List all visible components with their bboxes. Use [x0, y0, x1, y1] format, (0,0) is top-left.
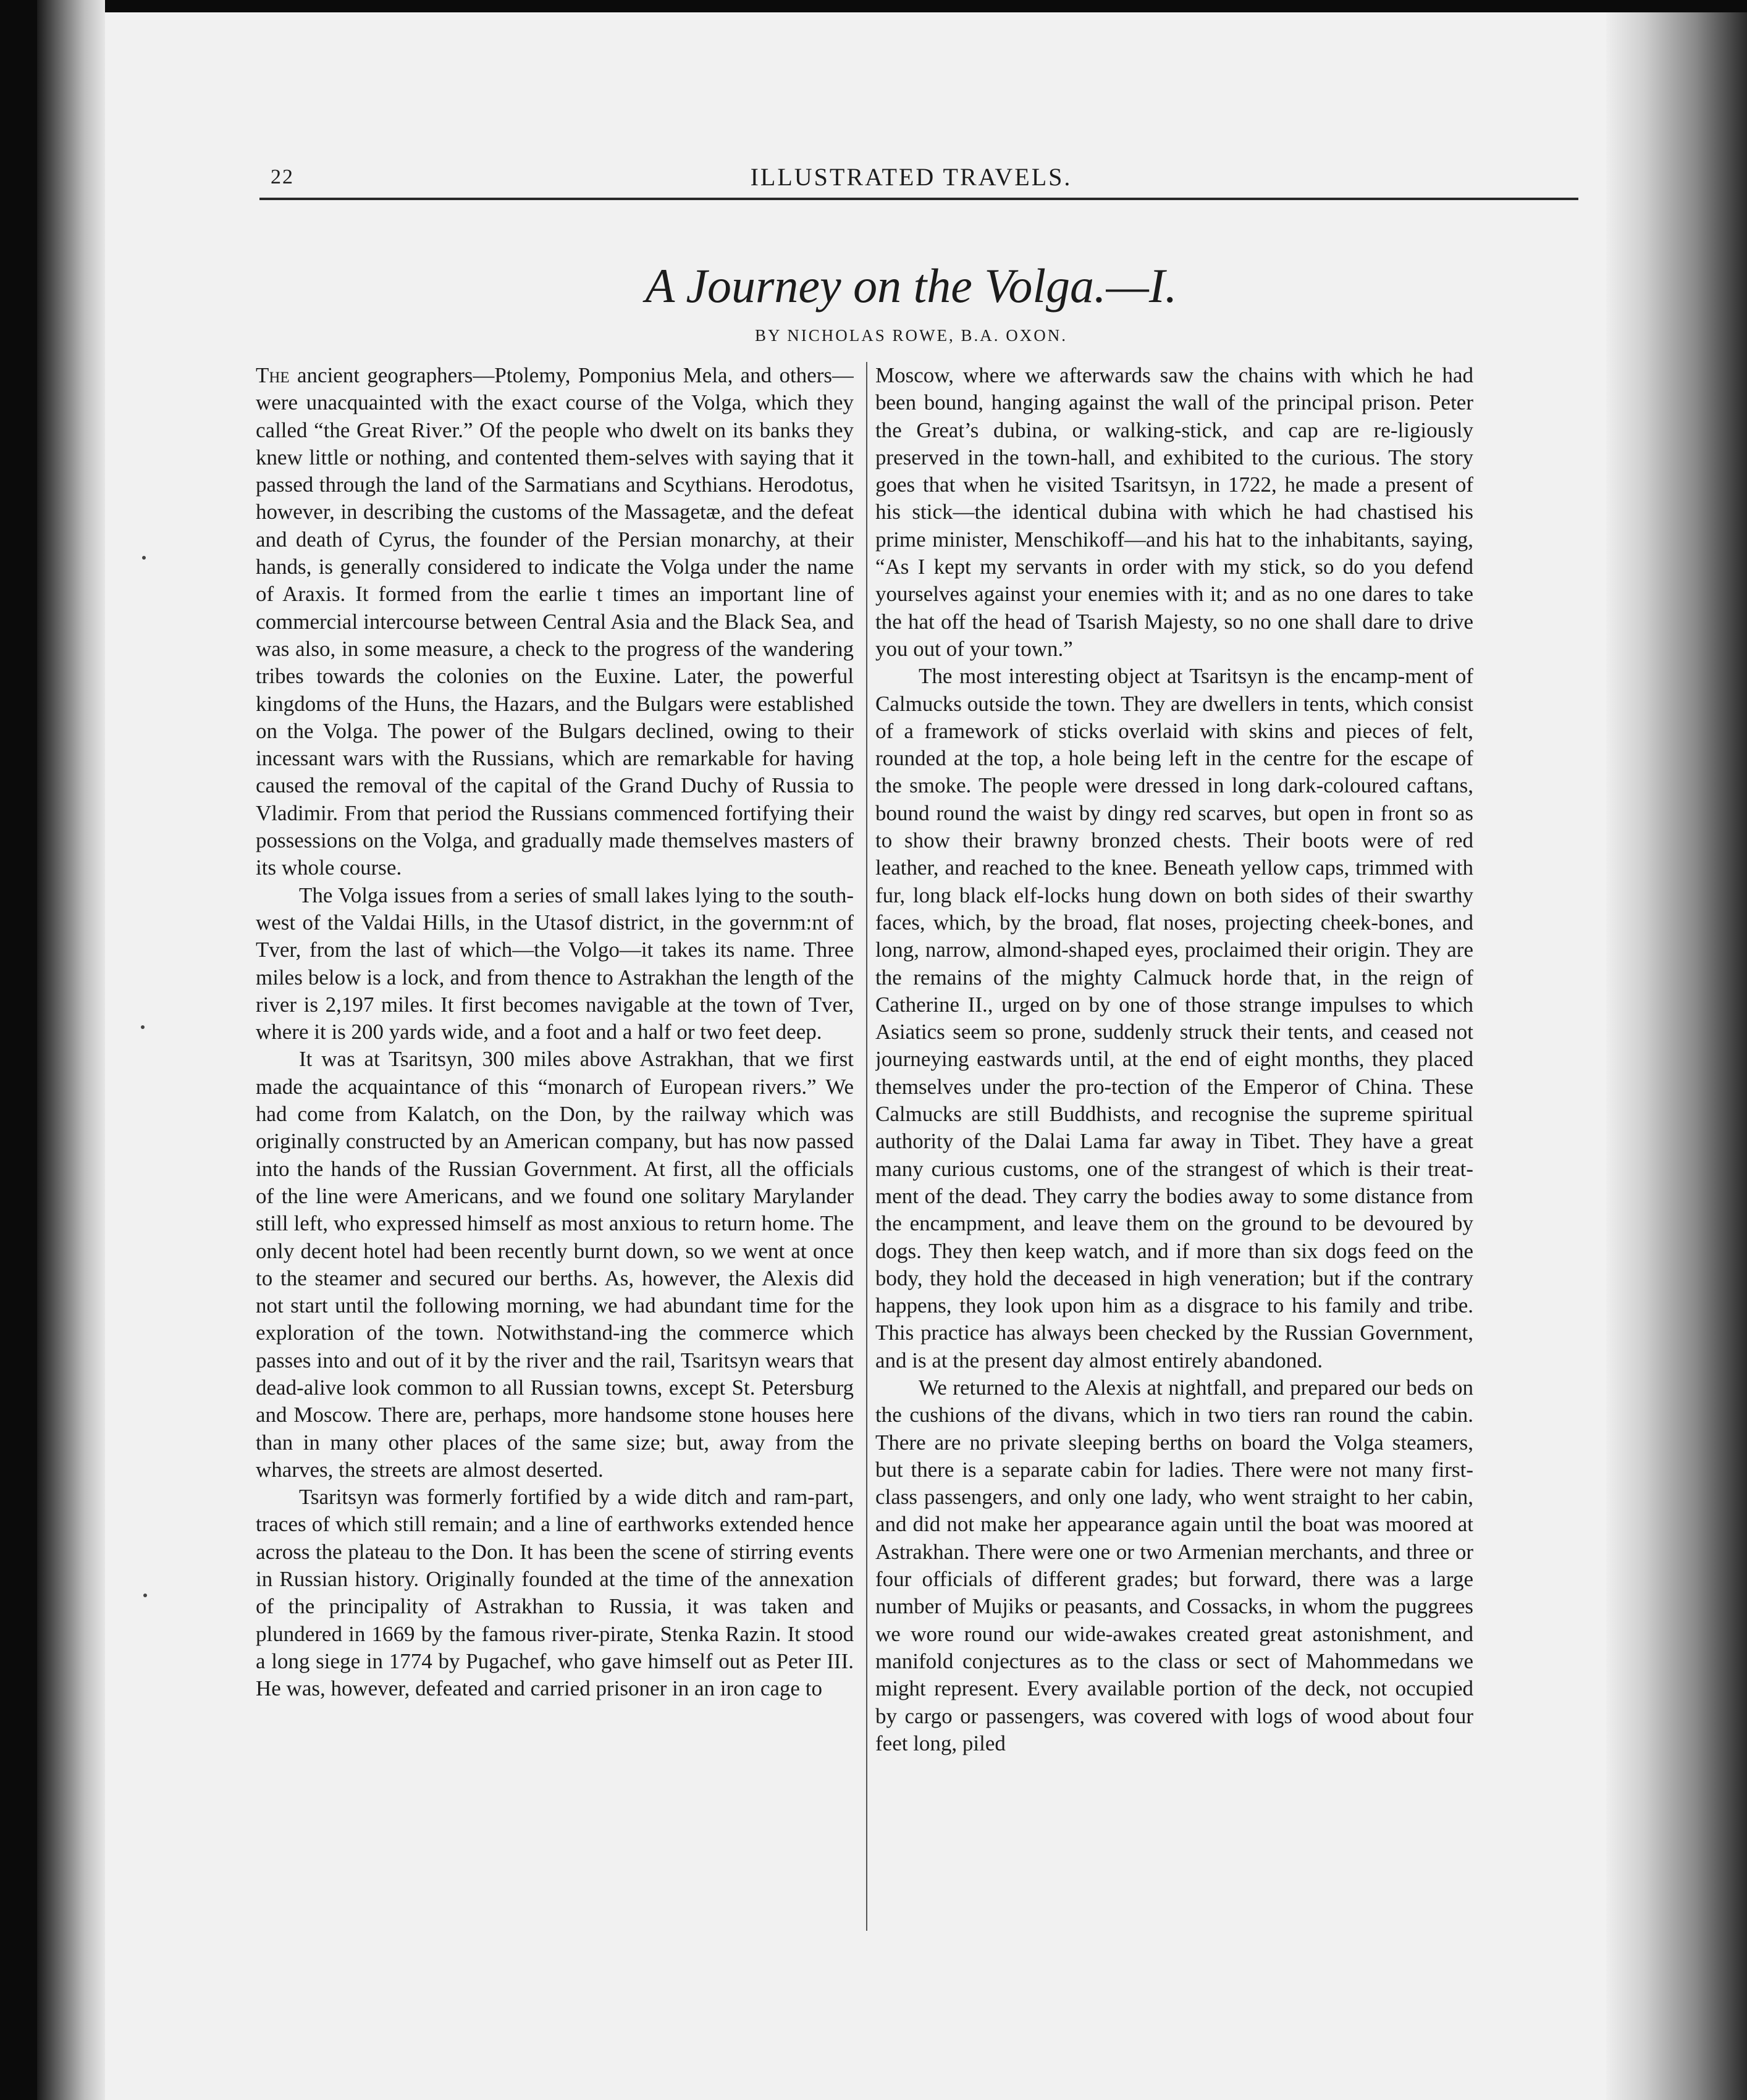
margin-speck: [141, 1025, 145, 1029]
scan-left-edge: [37, 0, 105, 2100]
paragraph: It was at Tsaritsyn, 300 miles above Astrakhan, that we first made the acquaintance of this “monarch of European rivers.” We had come from Kalatch, on the Don, by the railway which was originally constructed by an American company, but has now passed into the hands of the Russian Government. At first, all the officials of the line were Americans, and we found one solitary Marylander still left, who expressed himself as most anxious to return home. The only decent hotel had been recently burnt down, so we went at once to the steamer and secured our berths. As, however, the Alexis did not start until the following morning, we had abundant time for the exploration of the town. Notwithstand-ing the commerce which passes into and out of it by the river and the rail, Tsaritsyn wears that dead-alive look common to all Russian towns, except St. Petersburg and Moscow. There are, perhaps, more handsome stone houses here than in many other places of the same size; but, away from the wharves, the streets are almost deserted.: [256, 1047, 854, 1482]
running-title: ILLUSTRATED TRAVELS.: [750, 163, 1072, 191]
paragraph: [256, 362, 854, 882]
column-rule: [866, 362, 867, 1931]
paragraph: We returned to the Alexis at nightfall, and prepared our beds on the cushions of the divans, which in two tiers ran round the cabin. There are no private sleeping berths on board the Volga steamers, but there is a separate cabin for ladies. There were not many first-class passengers, and only one lady, who went straight to her cabin, and did not make her appearance again until the boat was moored at Astrakhan. There were one or two Armenian merchants, and three or four officials of different grades; but forward, there was a large number of Mujiks or peasants, and Cossacks, in whom the puggrees we wore round our wide-awakes created great astonishment, and manifold conjectures as to the class or sect of Mahommedans we might represent. Every available portion of the deck, not occupied by cargo or passengers, was covered with logs of wood about four feet long, piled: [875, 1375, 1473, 1755]
margin-speck: [142, 556, 146, 560]
scan-right-edge: [1600, 12, 1747, 2100]
book-page: [105, 12, 1606, 2100]
paragraph-text: ancient geographers—Ptolemy, Pomponius Mela, and others—were unacquainted with the exact course of the Volga, which they called “the Great River.” Of the people who dwelt on its banks they knew little or nothing, and contented them-selves with saying that it passed through the land of the Sarmatians and Scythians. Herodotus, however, in describing the customs of the Massagetæ, and the defeat and death of Cyrus, the founder of the Persian monarchy, at their hands, is generally considered to indicate the Volga under the name of Araxis. It formed from the earlie t times an important line of commercial intercourse between Central Asia and the Black Sea, and was also, in some measure, a check to the progress of the wandering tribes towards the colonies on the Euxine. Later, the powerful kingdoms of the Huns, the Hazars, and the Bulgars were established on the Volga. The power of the Bulgars declined, owing to their incessant wars with the Russians, which are remarkable for having caused the removal of the capital of the Grand Duchy of Russia to Vladimir. From that period the Russians commenced fortifying their possessions on the Volga, and gradually made themselves masters of its whole course.: [256, 363, 854, 880]
byline: BY NICHOLAS ROWE, B.A. OXON.: [755, 326, 1067, 345]
paragraph: Tsaritsyn was formerly fortified by a wide ditch and ram-part, traces of which still remain; and a line of earthworks extended hence across the plateau to the Don. It has been the scene of stirring events in Russian history. Originally founded at the time of the annexation of the principality of Astrakhan to Russia, it was taken and plundered in 1669 by the famous river-pirate, Stenka Razin. It stood a long siege in 1774 by Pugachef, who gave himself out as Peter III. He was, however, defeated and carried prisoner in an iron cage to: [256, 1485, 854, 1701]
header-rule: [259, 198, 1578, 200]
margin-speck: [143, 1594, 147, 1597]
drop-opening: The: [256, 363, 290, 387]
paragraph: Moscow, where we afterwards saw the chains with which he had been bound, hanging against the wall of the principal prison. Peter the Great’s dubina, or walking-stick, and cap are re-ligiously preserved in the town-hall, and exhibited to the curious. The story goes that when he visited Tsaritsyn, in 1722, he made a present of his stick—the identical dubina with which he had chastised his prime minister, Menschikoff—and his hat to the inhabitants, saying, “As I kept my servants in order with my stick, so do you defend yourselves against your enemies with it; and as no one dares to take the hat off the head of Tsarish Majesty, so no one shall dare to drive you out of your town.”: [875, 363, 1473, 661]
right-column: [875, 362, 1473, 1931]
article-title: A Journey on the Volga.—I.: [645, 259, 1177, 313]
page-number: 22: [271, 166, 294, 188]
left-column: [256, 362, 854, 1931]
paragraph: The Volga issues from a series of small lakes lying to the south-west of the Valdai Hills, in the Utasof district, in the governm:nt of Tver, from the last of which—the Volgo—it takes its name. Three miles below is a lock, and from thence to Astrakhan the length of the river is 2,197 miles. It first becomes navigable at the town of Tver, where it is 200 yards wide, and a foot and a half or two feet deep.: [256, 883, 854, 1044]
paragraph: The most interesting object at Tsaritsyn is the encamp-ment of Calmucks outside the town. They are dwellers in tents, which consist of a framework of sticks overlaid with skins and pieces of felt, rounded at the top, a hole being left in the centre for the escape of the smoke. The people were dressed in long dark-coloured caftans, bound round the waist by dingy red scarves, but open in front so as to show their brawny bronzed chests. Their boots were of red leather, and reached to the knee. Beneath yellow caps, trimmed with fur, long black elf-locks hung down on both sides of their swarthy faces, which, by the broad, flat noses, projecting cheek-bones, and long, narrow, almond-shaped eyes, proclaimed their origin. They are the remains of the mighty Calmuck horde that, in the reign of Catherine II., urged on by one of those strange impulses to which Asiatics seem so prone, suddenly struck their tents, and ceased not journeying eastwards until, at the end of eight months, they placed themselves under the pro-tection of the Emperor of China. These Calmucks are still Buddhists, and recognise the supreme spiritual authority of the Dalai Lama far away in Tibet. They have a great many curious customs, one of the strangest of which is their treat-ment of the dead. They carry the bodies away to some distance from the encampment, and leave them on the ground to be devoured by dogs. They then keep watch, and if more than six dogs feed on the body, they hold the deceased in high veneration; but if the contrary happens, they look upon him as a disgrace to his family and tribe. This practice has always been checked by the Russian Government, and is at the present day almost entirely abandoned.: [875, 664, 1473, 1372]
